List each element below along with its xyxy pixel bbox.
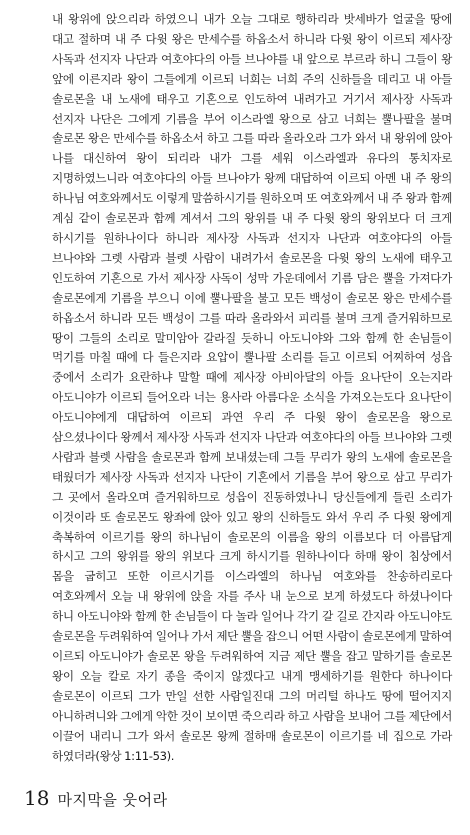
page-footer	[24, 786, 168, 810]
page-number: 18	[24, 786, 50, 810]
body-text: 내 왕위에 앉으리라 하였으니 내가 오늘 그대로 행하리라 밧세바가 얼굴을 땅에 대고 절하며 내 주 다윗 왕은 만세수를 하옵소서 하니라 다윗 왕이 이르되 제사장 사독과 선지자 나단과 여호야다의 아들 브나야를 내 앞으로 부르라 하니 그들이 왕 앞에 이른지라 왕이 그들에게 이르되 너희는 너희 주의 신하들을 데리고 내 아들 솔로몬을 내 노새에 태우고 기혼으로 인도하여 내려가고 거기서 제사장 사독과 선지자 나단은 그에게 기름을 부어 이스라엘 왕으로 삼고 너희는 뿔나팔을 불며 솔로몬 왕은 만세수를 하옵소서 하고 그를 따라 올라오라 그가 와서 내 왕위에 앉아 나를 대신하여 왕이 되리라 내가 그를 세워 이스라엘과 유다의 통치자로 지명하였느니라 여호야다의 아들 브나야가 왕께 대답하여 이르되 아멘 내 주 왕의 하나님 여호와께서도 이렇게 말씀하시기를 원하오며 또 여호와께서 내 주 왕과 함께 계심 같이 솔로몬과 함께 계셔서 그의 왕위를 내 주 다윗 왕의 왕위보다 더 크게 하시기를 원하나이다 하니라 제사장 사독과 선지자 나단과 여호야다의 아들 브나야와 그렛 사람과 블렛 사람이 내려가서 솔로몬을 다윗 왕의 노새에 태우고 인도하여 기혼으로 가서 제사장 사독이 성막 가운데에서 기름 담은 뿔을 가져다가 솔로몬에게 기름을 부으니 이에 뿔나팔을 불고 모든 백성이 솔로몬 왕은 만세수를 하옵소서 하니라 모든 백성이 그를 따라 올라와서 피리를 불며 크게 즐거워하므로 땅이 그들의 소리로 말미암아 갈라질 듯하니 아도니야와 그와 함께 한 손님들이 먹기를 마칠 때에 다 들은지라 요압이 뿔나팔 소리를 듣고 이르되 어찌하여 성읍 중에서 소리가 요란하냐 말할 때에 제사장 아비아달의 아들 요나단이 오는지라 아도니야가 이르되 들어오라 너는 용사라 아름다운 소식을 가져오는도다 요나단이 아도니야에게 대답하여 이르되 과연 우리 주 다윗 왕이 솔로몬을 왕으로 삼으셨나이다 왕께서 제사장 사독과 선지자 나단과 여호야다의 아들 브나야와 그렛 사람과 블렛 사람을 솔로몬과 함께 보내셨는데 그들 무리가 왕의 노새에 솔로몬을 태웠더가 제사장 사독과 선지자 나단이 기혼에서 기름을 부어 왕으로 삼고 무리가 그 곳에서 올라오며 즐거워하므로 성읍이 진동하였나니 당신들에게 들린 소리가 이것이라 또 솔로몬도 왕좌에 앉아 있고 왕의 신하들도 와서 우리 주 다윗 왕에게 축복하여 이르기를 왕의 하나님이 솔로몬의 이름을 왕의 이름보다 더 아름답게 하시고 그의 왕위를 왕의 위보다 크게 하시기를 원하나이다 하매 왕이 침상에서 몸을 굽히고 또한 이르시기를 이스라엘의 하나님 여호와를 찬송하리로다 여호와께서 오늘 내 왕위에 앉을 자를 주사 내 눈으로 보게 하셨도다 하셨나이다 하니 아도니야와 함께 한 손님들이 다 놀라 일어나 각기 갈 길로 간지라 아도니야도 솔로몬을 두려워하여 일어나 가서 제단 뿔을 잡으니 어떤 사람이 솔로몬에게 말하여 이르되 아도니야가 솔로몬 왕을 두려워하여 지금 제단 뿔을 잡고 말하기를 솔로몬 왕이 오늘 칼로 자기 종을 죽이지 않겠다고 내게 맹세하기를 원한다 하나이다 솔로몬이 이르되 그가 만일 선한 사람일진대 그의 머리털 하나도 땅에 떨어지지 아니하려니와 그에게 악한 것이 보이면 죽으리라 하고 사람을 보내어 그를 제단에서 이끌어 내리니 그가 와서 솔로몬 왕께 절하매 솔로몬이 이르기를 네 집으로 가라 하였더라(왕상 1:11-53).	[52, 12, 452, 763]
running-title: 마지막을 웃어라	[57, 791, 168, 809]
